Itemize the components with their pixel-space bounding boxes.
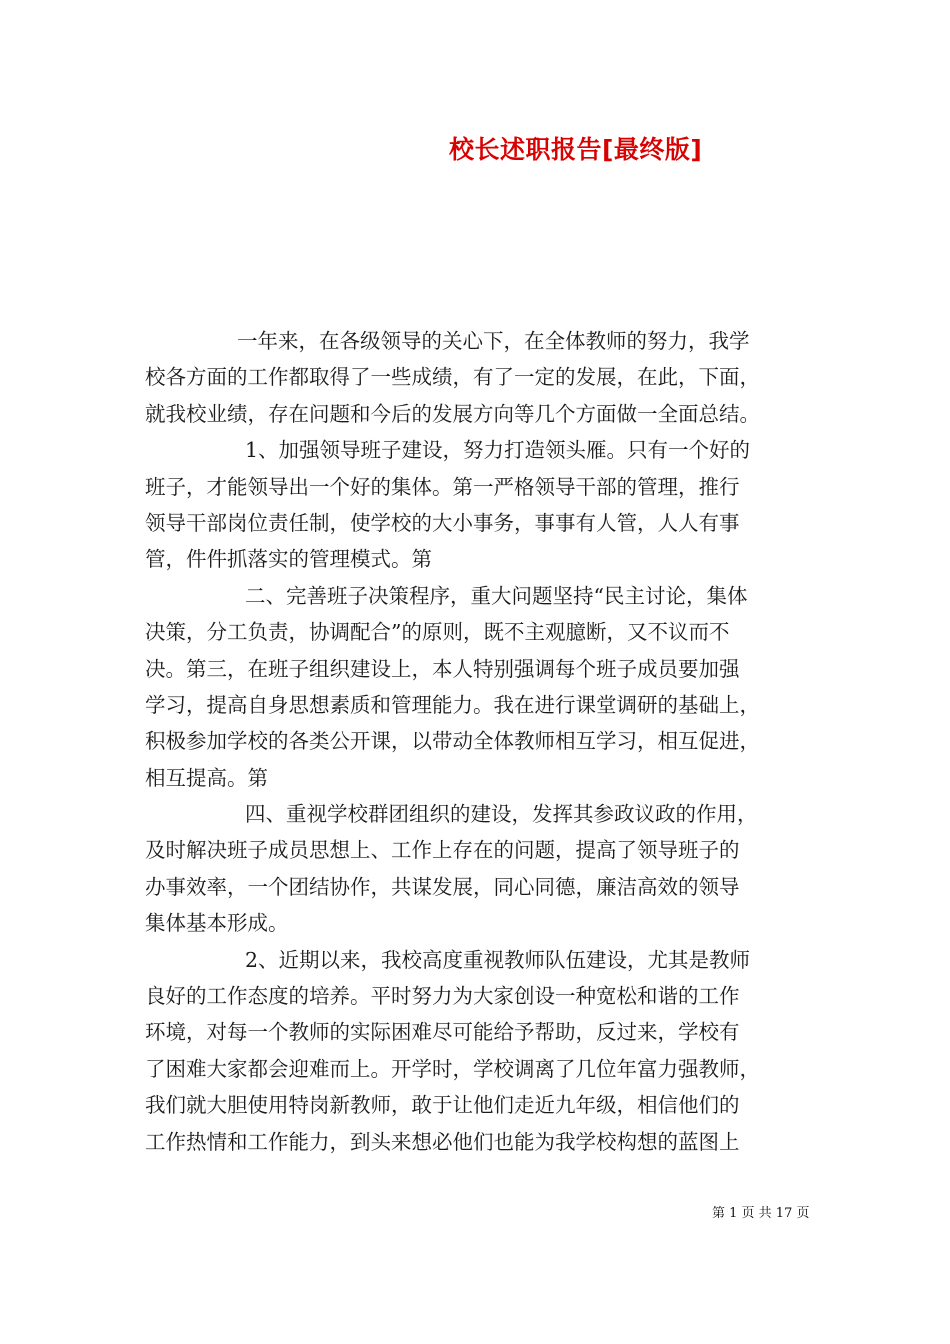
document-body (145, 323, 810, 1160)
text-line: 2、近期以来，我校高度重视教师队伍建设，尤其是教师 (245, 947, 751, 972)
text-line: 1、加强领导班子建设，努力打造领头雁。只有一个好的 (245, 438, 751, 463)
text-line: 环境，对每一个教师的实际困难尽可能给予帮助，反过来，学校有 (145, 1020, 740, 1045)
document-title: 校长述职报告[最终版] (449, 135, 703, 164)
text-line: 集体基本形成。 (145, 911, 289, 936)
text-line: 积极参加学校的各类公开课，以带动全体教师相互学习，相互促进， (145, 729, 760, 754)
text-line: 良好的工作态度的培养。平时努力为大家创设一种宽松和谐的工作 (145, 984, 740, 1009)
text-line: 一年来，在各级领导的关心下，在全体教师的努力，我学 (237, 329, 750, 353)
paragraph (145, 578, 810, 796)
text-line: 及时解决班子成员思想上、工作上存在的问题，提高了领导班子的 (145, 838, 740, 863)
text-line: 了困难大家都会迎难而上。开学时，学校调离了几位年富力强教师， (145, 1056, 760, 1081)
text-line: 班子，才能领导出一个好的集体。第一严格领导干部的管理，推行 (145, 474, 740, 499)
text-line: 二、完善班子决策程序，重大问题坚持“民主讨论，集体 (245, 583, 748, 608)
text-line: 决。第三，在班子组织建设上，本人特别强调每个班子成员要加强 (145, 656, 740, 681)
text-line: 决策，分工负责，协调配合”的原则，既不主观臆断，又不议而不 (145, 620, 730, 645)
text-line: 相互提高。第 (145, 765, 268, 790)
text-line: 我们就大胆使用特岗新教师，敢于让他们走近九年级，相信他们的 (145, 1093, 740, 1118)
text-line: 领导干部岗位责任制，使学校的大小事务，事事有人管，人人有事 (145, 510, 740, 535)
page-footer: 第 1 页 共 17 页 (712, 1206, 810, 1221)
text-line: 学习，提高自身思想素质和管理能力。我在进行课堂调研的基础上， (145, 692, 760, 717)
paragraph (145, 796, 810, 942)
paragraph (145, 432, 810, 578)
text-line: 校各方面的工作都取得了一些成绩，有了一定的发展，在此，下面， (145, 365, 760, 390)
text-line: 办事效率，一个团结协作，共谋发展，同心同德，廉洁高效的领导 (145, 874, 740, 899)
text-line: 工作热情和工作能力，到头来想必他们也能为我学校构想的蓝图上 (145, 1129, 740, 1154)
text-line: 就我校业绩，存在问题和今后的发展方向等几个方面做一全面总结。 (145, 401, 760, 426)
paragraph (145, 323, 810, 432)
text-line: 管，件件抓落实的管理模式。第 (145, 547, 432, 572)
text-line: 四、重视学校群团组织的建设，发挥其参政议政的作用， (245, 802, 758, 827)
paragraph (145, 942, 810, 1160)
